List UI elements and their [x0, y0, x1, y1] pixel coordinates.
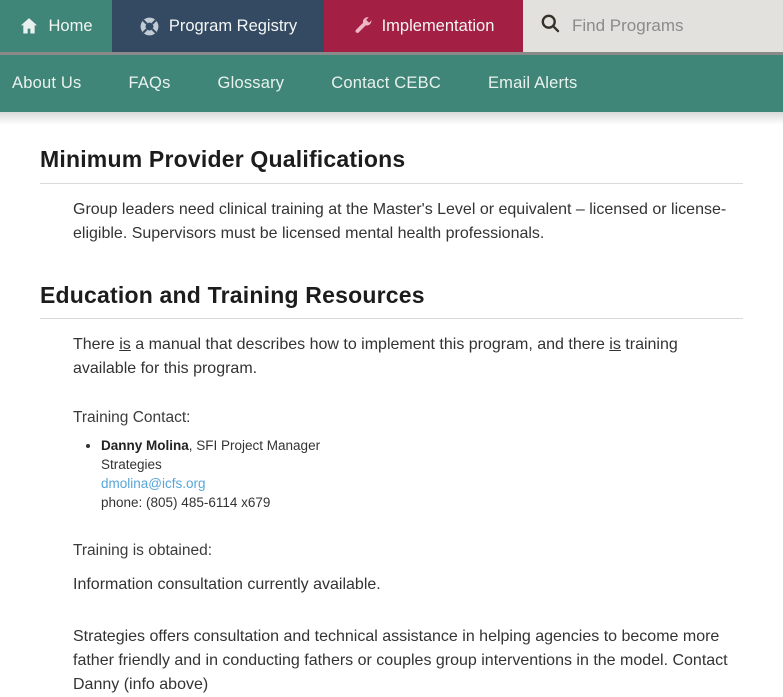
top-tab-bar	[0, 0, 783, 52]
tab-program-registry-label: Program Registry	[168, 16, 298, 35]
manual-availability-text	[73, 333, 743, 381]
contact-org: Strategies	[101, 457, 162, 473]
wrench-icon	[353, 16, 373, 36]
nav-item-contact-cebc[interactable]: Contact CEBC	[331, 74, 441, 92]
contact-name-line	[101, 436, 743, 455]
manual-text-underlined: is	[119, 336, 131, 354]
manual-text-part: training available for this program.	[73, 336, 678, 378]
tab-home[interactable]	[0, 0, 112, 52]
training-obtained-label: Training is obtained:	[73, 542, 213, 560]
training-description: Strategies offers consultation and technical assistance in helping agencies to become more father friendly and in conducting fathers or couples group interventions in the model. Contact Danny (info above)	[73, 628, 728, 694]
find-programs-search[interactable]	[523, 0, 783, 52]
list-item	[101, 436, 743, 512]
secondary-nav	[0, 55, 783, 112]
nav-item-glossary[interactable]: Glossary	[217, 74, 285, 92]
nav-item-about-us[interactable]: About Us	[12, 74, 82, 92]
manual-text-underlined: is	[609, 336, 621, 354]
section-minimum-provider-qualifications	[40, 146, 743, 246]
nav-shadow	[0, 112, 783, 126]
qualifications-body: Group leaders need clinical training at the Master's Level or equivalent – licensed or license-eligible. Supervisors must be licensed mental health professionals.	[73, 200, 727, 242]
training-contact-list	[73, 436, 743, 512]
section-rule	[40, 183, 743, 184]
training-contact-label: Training Contact:	[73, 409, 191, 427]
training-obtained-text: Information consultation currently available.	[73, 576, 381, 594]
contact-phone: phone: (805) 485-6114 x679	[101, 495, 271, 511]
manual-text-part: There	[73, 336, 120, 354]
section-education-training-resources	[40, 282, 743, 697]
nav-item-faqs[interactable]: FAQs	[128, 74, 171, 92]
search-input[interactable]	[572, 16, 762, 36]
contact-name: Danny Molina	[101, 438, 189, 454]
main-content	[0, 126, 783, 697]
search-icon	[540, 13, 561, 39]
tab-home-label: Home	[48, 16, 93, 35]
section-title-education: Education and Training Resources	[40, 281, 425, 308]
section-rule	[40, 318, 743, 319]
contact-role: , SFI Project Manager	[188, 438, 321, 454]
tab-implementation-label: Implementation	[381, 16, 495, 35]
manual-text-part: a manual that describes how to implement this program, and there	[130, 336, 610, 354]
life-ring-icon	[139, 16, 160, 37]
tab-implementation[interactable]	[324, 0, 523, 52]
home-icon	[19, 16, 39, 36]
nav-item-email-alerts[interactable]: Email Alerts	[487, 74, 578, 92]
contact-email-link[interactable]: dmolina@icfs.org	[101, 476, 206, 492]
section-title-qualifications: Minimum Provider Qualifications	[40, 146, 406, 172]
tab-program-registry[interactable]	[112, 0, 324, 52]
